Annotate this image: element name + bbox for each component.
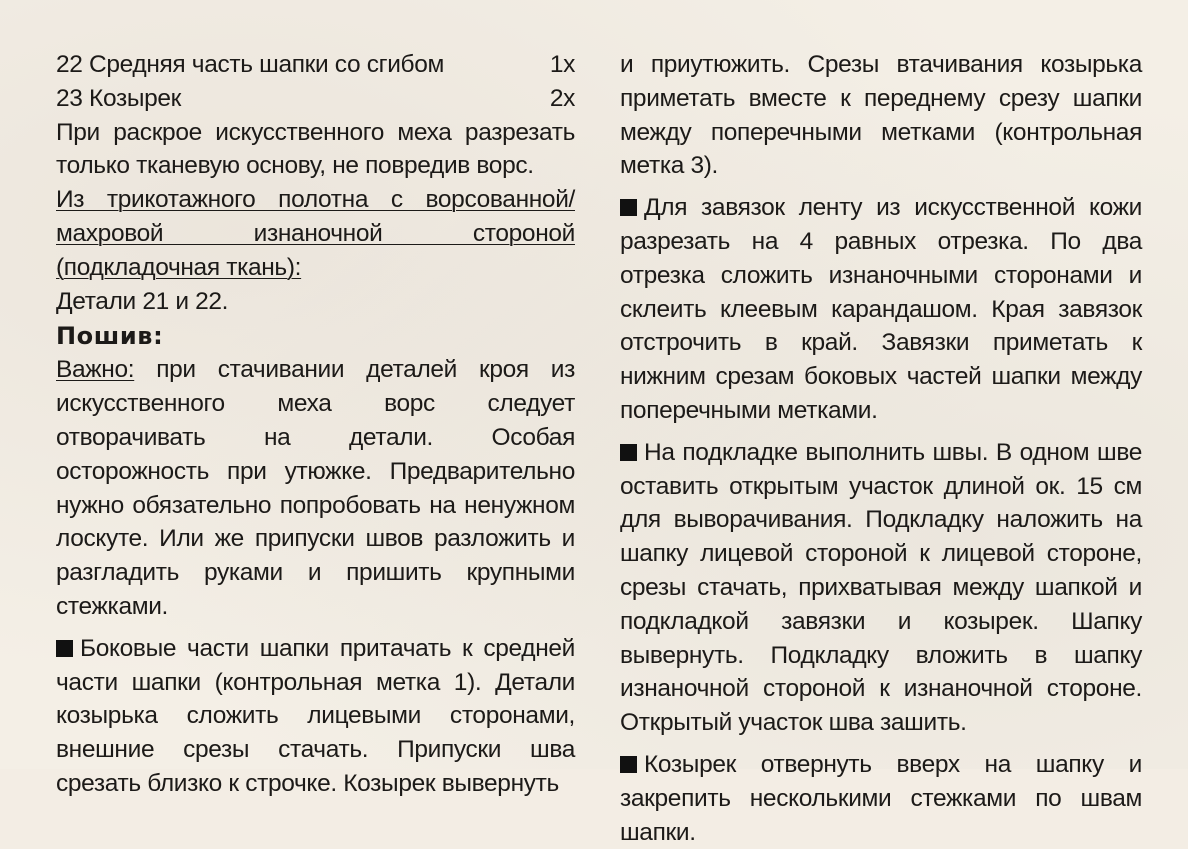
step-3-text: На подкладке выполнить швы. В одном шве оставить открытым участок длиной ок. 15 см для выворачивания. Подкладку наложить на шапку лицевой стороной к лицевой стороне, срезы стачать, прихватывая между шапкой и подкладкой завязки и козырек. Шапку вывернуть. Подкладку вложить в шапку изнаночной стороной к изнаночной стороне. Открытый участок шва зашить. <box>620 438 1142 737</box>
black-square-bullet-icon <box>620 756 637 773</box>
part-quantity: 1х <box>549 51 575 78</box>
part-name: Средняя часть шапки со сгибом <box>89 51 444 78</box>
fur-cutting-note: При раскрое искусственного меха разрезать только тканевую основу, не повредив ворс. <box>56 118 575 180</box>
part-number: 23 <box>56 84 83 112</box>
step-1-text: Боковые части шапки притачать к средней части шапки (контрольная метка 1). Детали козырька сложить лицевыми сторонами, внешние срезы стачать. Припуски шва срезать близко к строчке. Козырек вывернуть <box>56 634 575 797</box>
part-quantity: 2х <box>549 84 575 112</box>
step-2-text: Для завязок ленту из искусственной кожи разрезать на 4 равных отрезка. По два отрезка сложить изнаночными сторонами и склеить клеевым карандашом. Края завязок отстрочить в край. Завязки приметать к нижним срезам боковых частей шапки между поперечными метками. <box>620 194 1142 424</box>
step-4-text: Козырек отвернуть вверх на шапку и закрепить несколькими стежками по швам шапки. <box>620 750 1142 846</box>
lining-fabric-heading: Из трикотажного полотна с ворсованной/махровой изнаночной стороной (подкладочная ткань): <box>56 186 575 281</box>
left-column <box>56 48 575 801</box>
step-1-continued: и приутюжить. Срезы втачивания козырька приметать вместе к переднему срезу шапки между поперечными метками (контрольная метка 3). <box>620 51 1142 180</box>
step-4-paragraph <box>620 748 1142 849</box>
parts-row-23 <box>56 82 575 116</box>
step-3-paragraph <box>620 436 1142 740</box>
important-text: при стачивании деталей кроя из искусственного меха ворс следует отворачивать на детали. Особая осторожность при утюжке. Предварительно нужно обязательно попробовать на ненужном лоскуте. Или же припуски швов разложить и разгладить руками и пришить крупными стежками. <box>56 356 575 620</box>
black-square-bullet-icon <box>56 640 73 657</box>
black-square-bullet-icon <box>620 199 637 216</box>
step-1-paragraph <box>56 632 575 801</box>
parts-row-22 <box>56 48 575 82</box>
part-number: 22 <box>56 51 83 78</box>
black-square-bullet-icon <box>620 444 637 461</box>
section-title: Пошив: <box>56 322 164 351</box>
lining-parts: Детали 21 и 22. <box>56 287 229 315</box>
right-column <box>620 48 1142 849</box>
important-label: Важно: <box>56 356 135 384</box>
important-paragraph <box>56 353 575 623</box>
part-name: Козырек <box>89 84 182 112</box>
step-2-paragraph <box>620 191 1142 428</box>
